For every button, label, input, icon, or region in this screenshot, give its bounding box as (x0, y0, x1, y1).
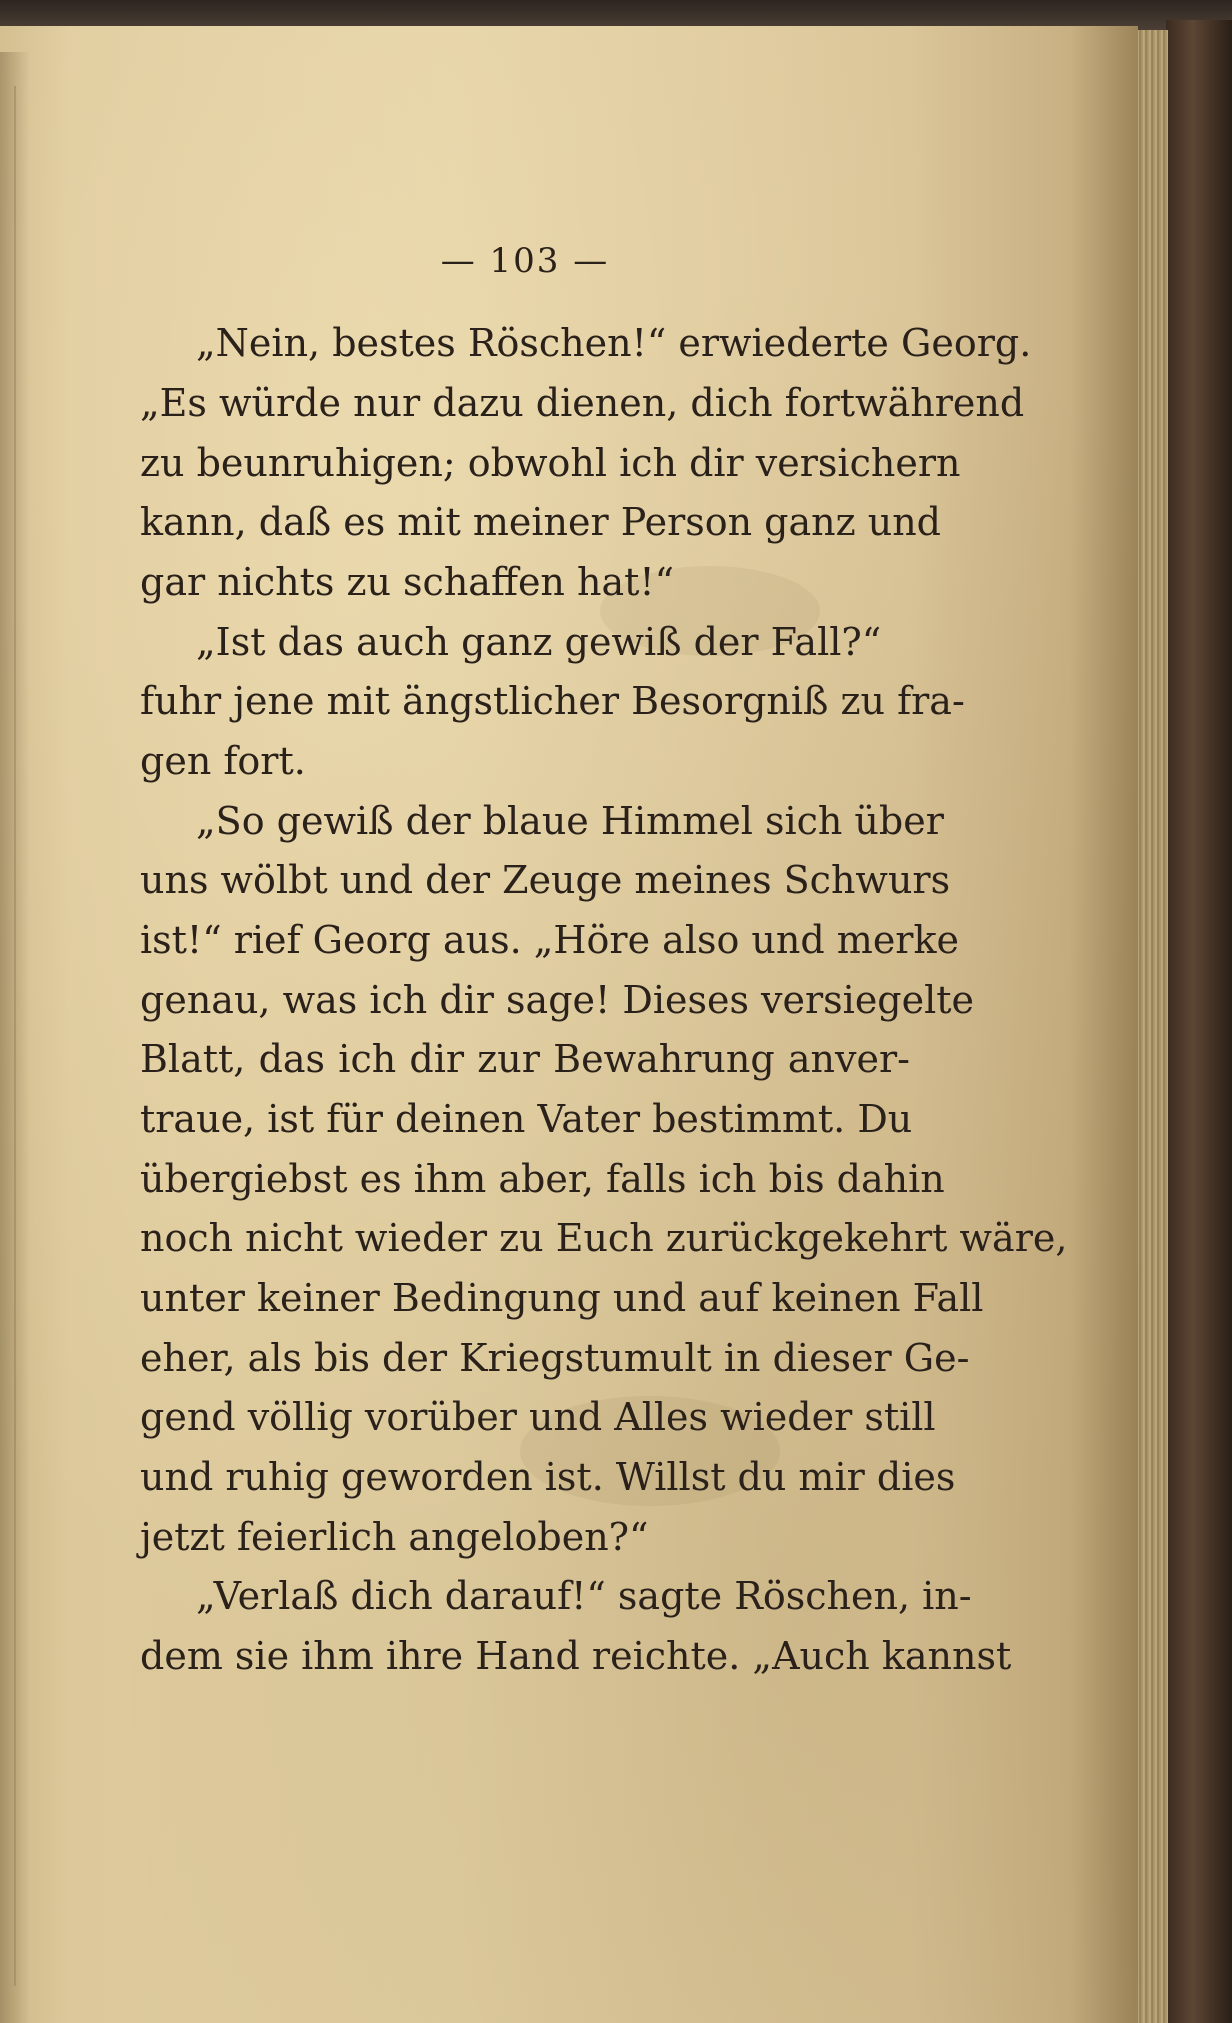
text-line: Blatt, das ich dir zur Bewahrung anver- (140, 1037, 910, 1081)
text-line: gen fort. (140, 739, 306, 783)
text-line: und ruhig geworden ist. Willst du mir dies (140, 1455, 956, 1499)
text-line: „Es würde nur dazu dienen, dich fortwährend (140, 381, 1025, 425)
text-line: eher, als bis der Kriegstumult in dieser Ge- (140, 1336, 970, 1380)
book-cover-edge (1166, 20, 1232, 2023)
text-line: uns wölbt und der Zeuge meines Schwurs (140, 858, 951, 902)
text-line: übergiebst es ihm aber, falls ich bis dahin (140, 1157, 945, 1201)
text-line: zu beunruhigen; obwohl ich dir versichern (140, 441, 961, 485)
text-line: gar nichts zu schaffen hat!“ (140, 560, 675, 604)
text-line: genau, was ich dir sage! Dieses versiegelte (140, 978, 975, 1022)
text-line: „Nein, bestes Röschen!“ erwiederte Georg. (196, 321, 1032, 365)
text-line: „Verlaß dich darauf!“ sagte Röschen, in- (196, 1574, 972, 1618)
text-line: traue, ist für deinen Vater bestimmt. Du (140, 1097, 913, 1141)
text-line: fuhr jene mit ängstlicher Besorgniß zu fra- (140, 679, 965, 723)
text-line: dem sie ihm ihre Hand reichte. „Auch kannst (140, 1634, 1012, 1678)
text-line: „So gewiß der blaue Himmel sich über (196, 799, 944, 843)
text-line: unter keiner Bedingung und auf keinen Fall (140, 1276, 984, 1320)
text-line: „Ist das auch ganz gewiß der Fall?“ (196, 620, 882, 664)
text-line: kann, daß es mit meiner Person ganz und (140, 500, 941, 544)
text-line: jetzt feierlich angeloben?“ (140, 1515, 649, 1559)
text-line: ist!“ rief Georg aus. „Höre also und merke (140, 918, 959, 962)
book-page (0, 26, 1138, 2023)
text-line: noch nicht wieder zu Euch zurückgekehrt wäre, (140, 1216, 1068, 1260)
page-number: — 103 — (440, 241, 610, 281)
text-line: gend völlig vorüber und Alles wieder still (140, 1395, 936, 1439)
page-crease (14, 86, 16, 1986)
